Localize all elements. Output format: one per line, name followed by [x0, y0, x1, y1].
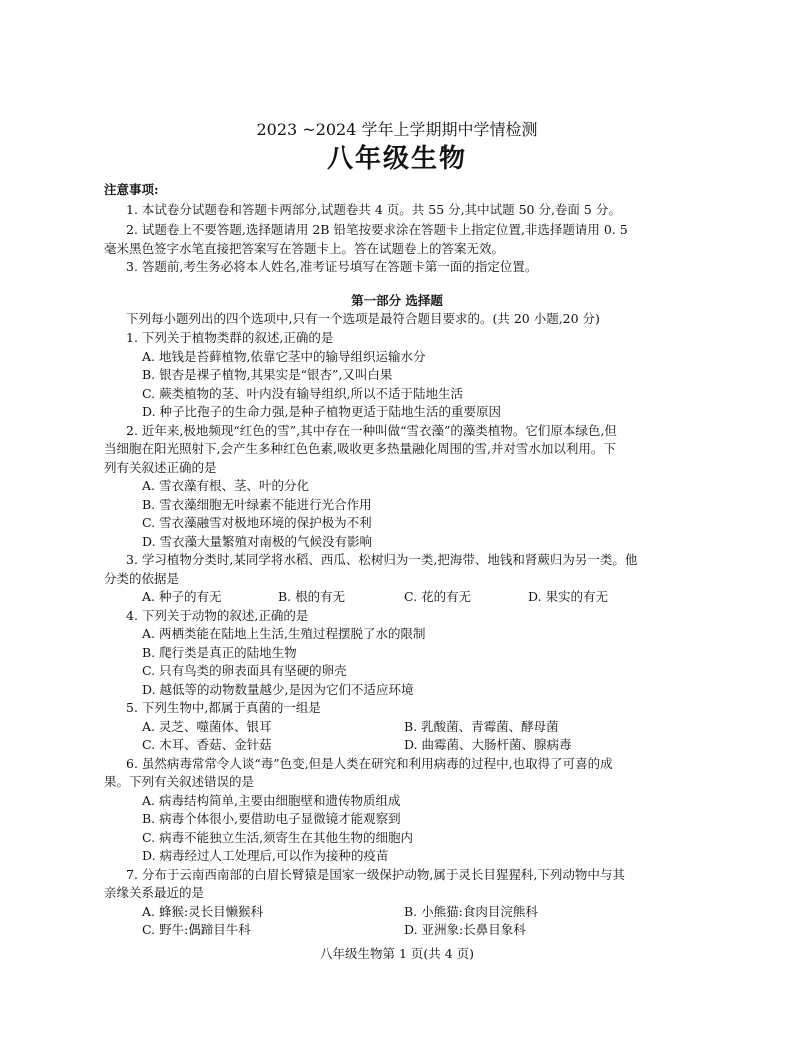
question-option: B. 爬行类是真正的陆地生物	[142, 645, 297, 660]
question-stem: 4. 下列关于动物的叙述,正确的是	[126, 608, 309, 623]
question-option: A. 种子的有无	[142, 589, 222, 604]
question-stem: 7. 分布于云南西南部的白眉长臂猿是国家一级保护动物,属于灵长目猩猩科,下列动物中与其	[126, 867, 625, 882]
exam-title: 2023 ~2024 学年上学期期中学情检测	[256, 120, 538, 139]
question-option: C. 花的有无	[404, 589, 472, 604]
question-option: D. 种子比孢子的生命力强,是种子植物更适于陆地生活的重要原因	[142, 404, 501, 419]
notice-item: 毫米黑色签字水笔直接把答案写在答题卡上。答在试题卷上的答案无效。	[104, 241, 505, 256]
question-option: D. 越低等的动物数量越少,是因为它们不适应环境	[142, 682, 414, 697]
question-stem: 分类的依据是	[104, 571, 180, 586]
question-option: B. 根的有无	[278, 589, 346, 604]
question-option: D. 亚洲象:长鼻目象科	[404, 922, 526, 937]
question-stem: 列有关叙述正确的是	[104, 460, 217, 475]
question-option: B. 乳酸菌、青霉菌、酵母菌	[404, 719, 559, 734]
page-footer: 八年级生物第 1 页(共 4 页)	[319, 946, 475, 961]
question-option: B. 小熊猫:食肉目浣熊科	[404, 904, 538, 919]
section-title: 第一部分 选择题	[351, 293, 443, 308]
question-stem: 6. 虽然病毒常常令人谈“毒”色变,但是人类在研究和利用病毒的过程中,也取得了可喜的成	[126, 756, 613, 771]
notice-item: 3. 答题前,考生务必将本人姓名,准考证号填写在答题卡第一面的指定位置。	[126, 259, 538, 274]
question-option: C. 雪衣藻融雪对极地环境的保护极为不利	[142, 515, 372, 530]
question-stem: 果。下列有关叙述错误的是	[104, 774, 255, 789]
question-option: C. 病毒不能独立生活,须寄生在其他生物的细胞内	[142, 830, 414, 845]
question-stem: 当细胞在阳光照射下,会产生多种红色色素,吸收更多热量融化周围的雪,并对雪水加以利用。下	[104, 441, 616, 456]
question-stem: 5. 下列生物中,都属于真菌的一组是	[126, 700, 321, 715]
question-option: B. 银杏是裸子植物,其果实是“银杏”,又叫白果	[142, 367, 393, 382]
question-option: A. 灵芝、噬菌体、银耳	[142, 719, 272, 734]
question-stem: 2. 近年来,极地频现“红色的雪”,其中存在一种叫做“雪衣藻”的藻类植物。它们原本绿色,但	[126, 423, 617, 438]
notice-item: 2. 试题卷上不要答题,选择题请用 2B 铅笔按要求涂在答题卡上指定位置,非选择题请用 0. 5	[126, 222, 628, 237]
question-option: A. 病毒结构简单,主要由细胞壁和遗传物质组成	[142, 793, 401, 808]
question-option: C. 野牛:偶蹄目牛科	[142, 922, 251, 937]
question-option: C. 只有鸟类的卵表面具有坚硬的卵壳	[142, 663, 347, 678]
section-instruction: 下列每小题列出的四个选项中,只有一个选项是最符合题目要求的。(共 20 小题,20 分)	[126, 311, 600, 326]
question-option: A. 地钱是苔藓植物,依靠它茎中的输导组织运输水分	[142, 349, 426, 364]
question-option: C. 蕨类植物的茎、叶内没有输导组织,所以不适于陆地生活	[142, 386, 464, 401]
question-option: D. 曲霉菌、大肠杆菌、腺病毒	[404, 737, 572, 752]
question-option: D. 病毒经过人工处理后,可以作为接种的疫苗	[142, 848, 389, 863]
question-option: A. 两栖类能在陆地上生活,生殖过程摆脱了水的限制	[142, 626, 426, 641]
question-option: D. 雪衣藻大量繁殖对南极的气候没有影响	[142, 534, 373, 549]
question-option: B. 雪衣藻细胞无叶绿素不能进行光合作用	[142, 497, 372, 512]
question-stem: 1. 下列关于植物类群的叙述,正确的是	[126, 330, 334, 345]
question-option: B. 病毒个体很小,要借助电子显微镜才能观察到	[142, 811, 401, 826]
question-option: A. 雪衣藻有根、茎、叶的分化	[142, 478, 309, 493]
question-option: A. 蜂猴:灵长目懒猴科	[142, 904, 264, 919]
subject-title: 八年级生物	[326, 144, 467, 174]
question-stem: 亲缘关系最近的是	[104, 885, 205, 900]
notice-heading: 注意事项:	[104, 182, 159, 197]
question-option: C. 木耳、香菇、金针菇	[142, 737, 272, 752]
question-option: D. 果实的有无	[528, 589, 609, 604]
question-stem: 3. 学习植物分类时,某同学将水稻、西瓜、松树归为一类,把海带、地钱和肾蕨归为另一类。他	[126, 552, 638, 567]
notice-item: 1. 本试卷分试题卷和答题卡两部分,试题卷共 4 页。共 55 分,其中试题 50 分,卷面 5 分。	[126, 202, 621, 217]
